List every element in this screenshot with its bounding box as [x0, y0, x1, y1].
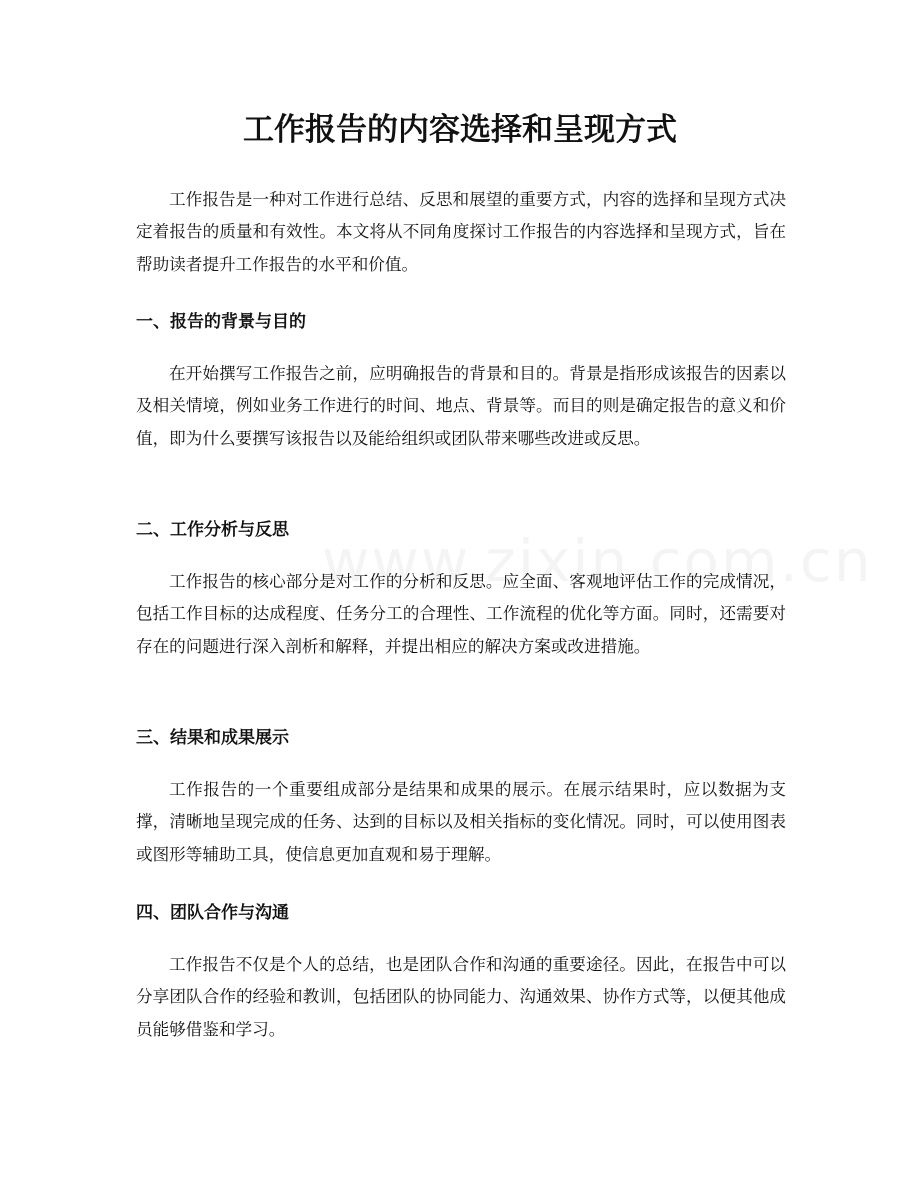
section-body-2: 工作报告的核心部分是对工作的分析和反思。应全面、客观地评估工作的完成情况，包括工作目标的达成程度、任务分工的合理性、工作流程的优化等方面。同时，还需要对存在的问题进行深入剖析和解释，并提出相应的解决方案或改进措施。 [136, 572, 786, 656]
section-body-1: 在开始撰写工作报告之前，应明确报告的背景和目的。背景是指形成该报告的因素以及相关情境，例如业务工作进行的时间、地点、背景等。而目的则是确定报告的意义和价值，即为什么要撰写该报告以及能给组织或团队带来哪些改进或反思。 [136, 364, 786, 448]
section-heading-2: 二、工作分析与反思 [136, 520, 289, 540]
section-heading-1: 一、报告的背景与目的 [136, 312, 306, 332]
section-heading-4: 四、团队合作与沟通 [136, 903, 289, 923]
section-body-4: 工作报告不仅是个人的总结，也是团队合作和沟通的重要途径。因此，在报告中可以分享团队合作的经验和教训，包括团队的协同能力、沟通效果、协作方式等，以便其他成员能够借鉴和学习。 [136, 955, 786, 1039]
section-body-3: 工作报告的一个重要组成部分是结果和成果的展示。在展示结果时，应以数据为支撑，清晰地呈现完成的任务、达到的目标以及相关指标的变化情况。同时，可以使用图表或图形等辅助工具，使信息更加直观和易于理解。 [136, 780, 786, 864]
document-title: 工作报告的内容选择和呈现方式 [243, 112, 677, 148]
section-heading-3: 三、结果和成果展示 [136, 728, 289, 748]
intro-paragraph: 工作报告是一种对工作进行总结、反思和展望的重要方式，内容的选择和呈现方式决定着报告的质量和有效性。本文将从不同角度探讨工作报告的内容选择和呈现方式，旨在帮助读者提升工作报告的水平和价值。 [136, 190, 786, 274]
